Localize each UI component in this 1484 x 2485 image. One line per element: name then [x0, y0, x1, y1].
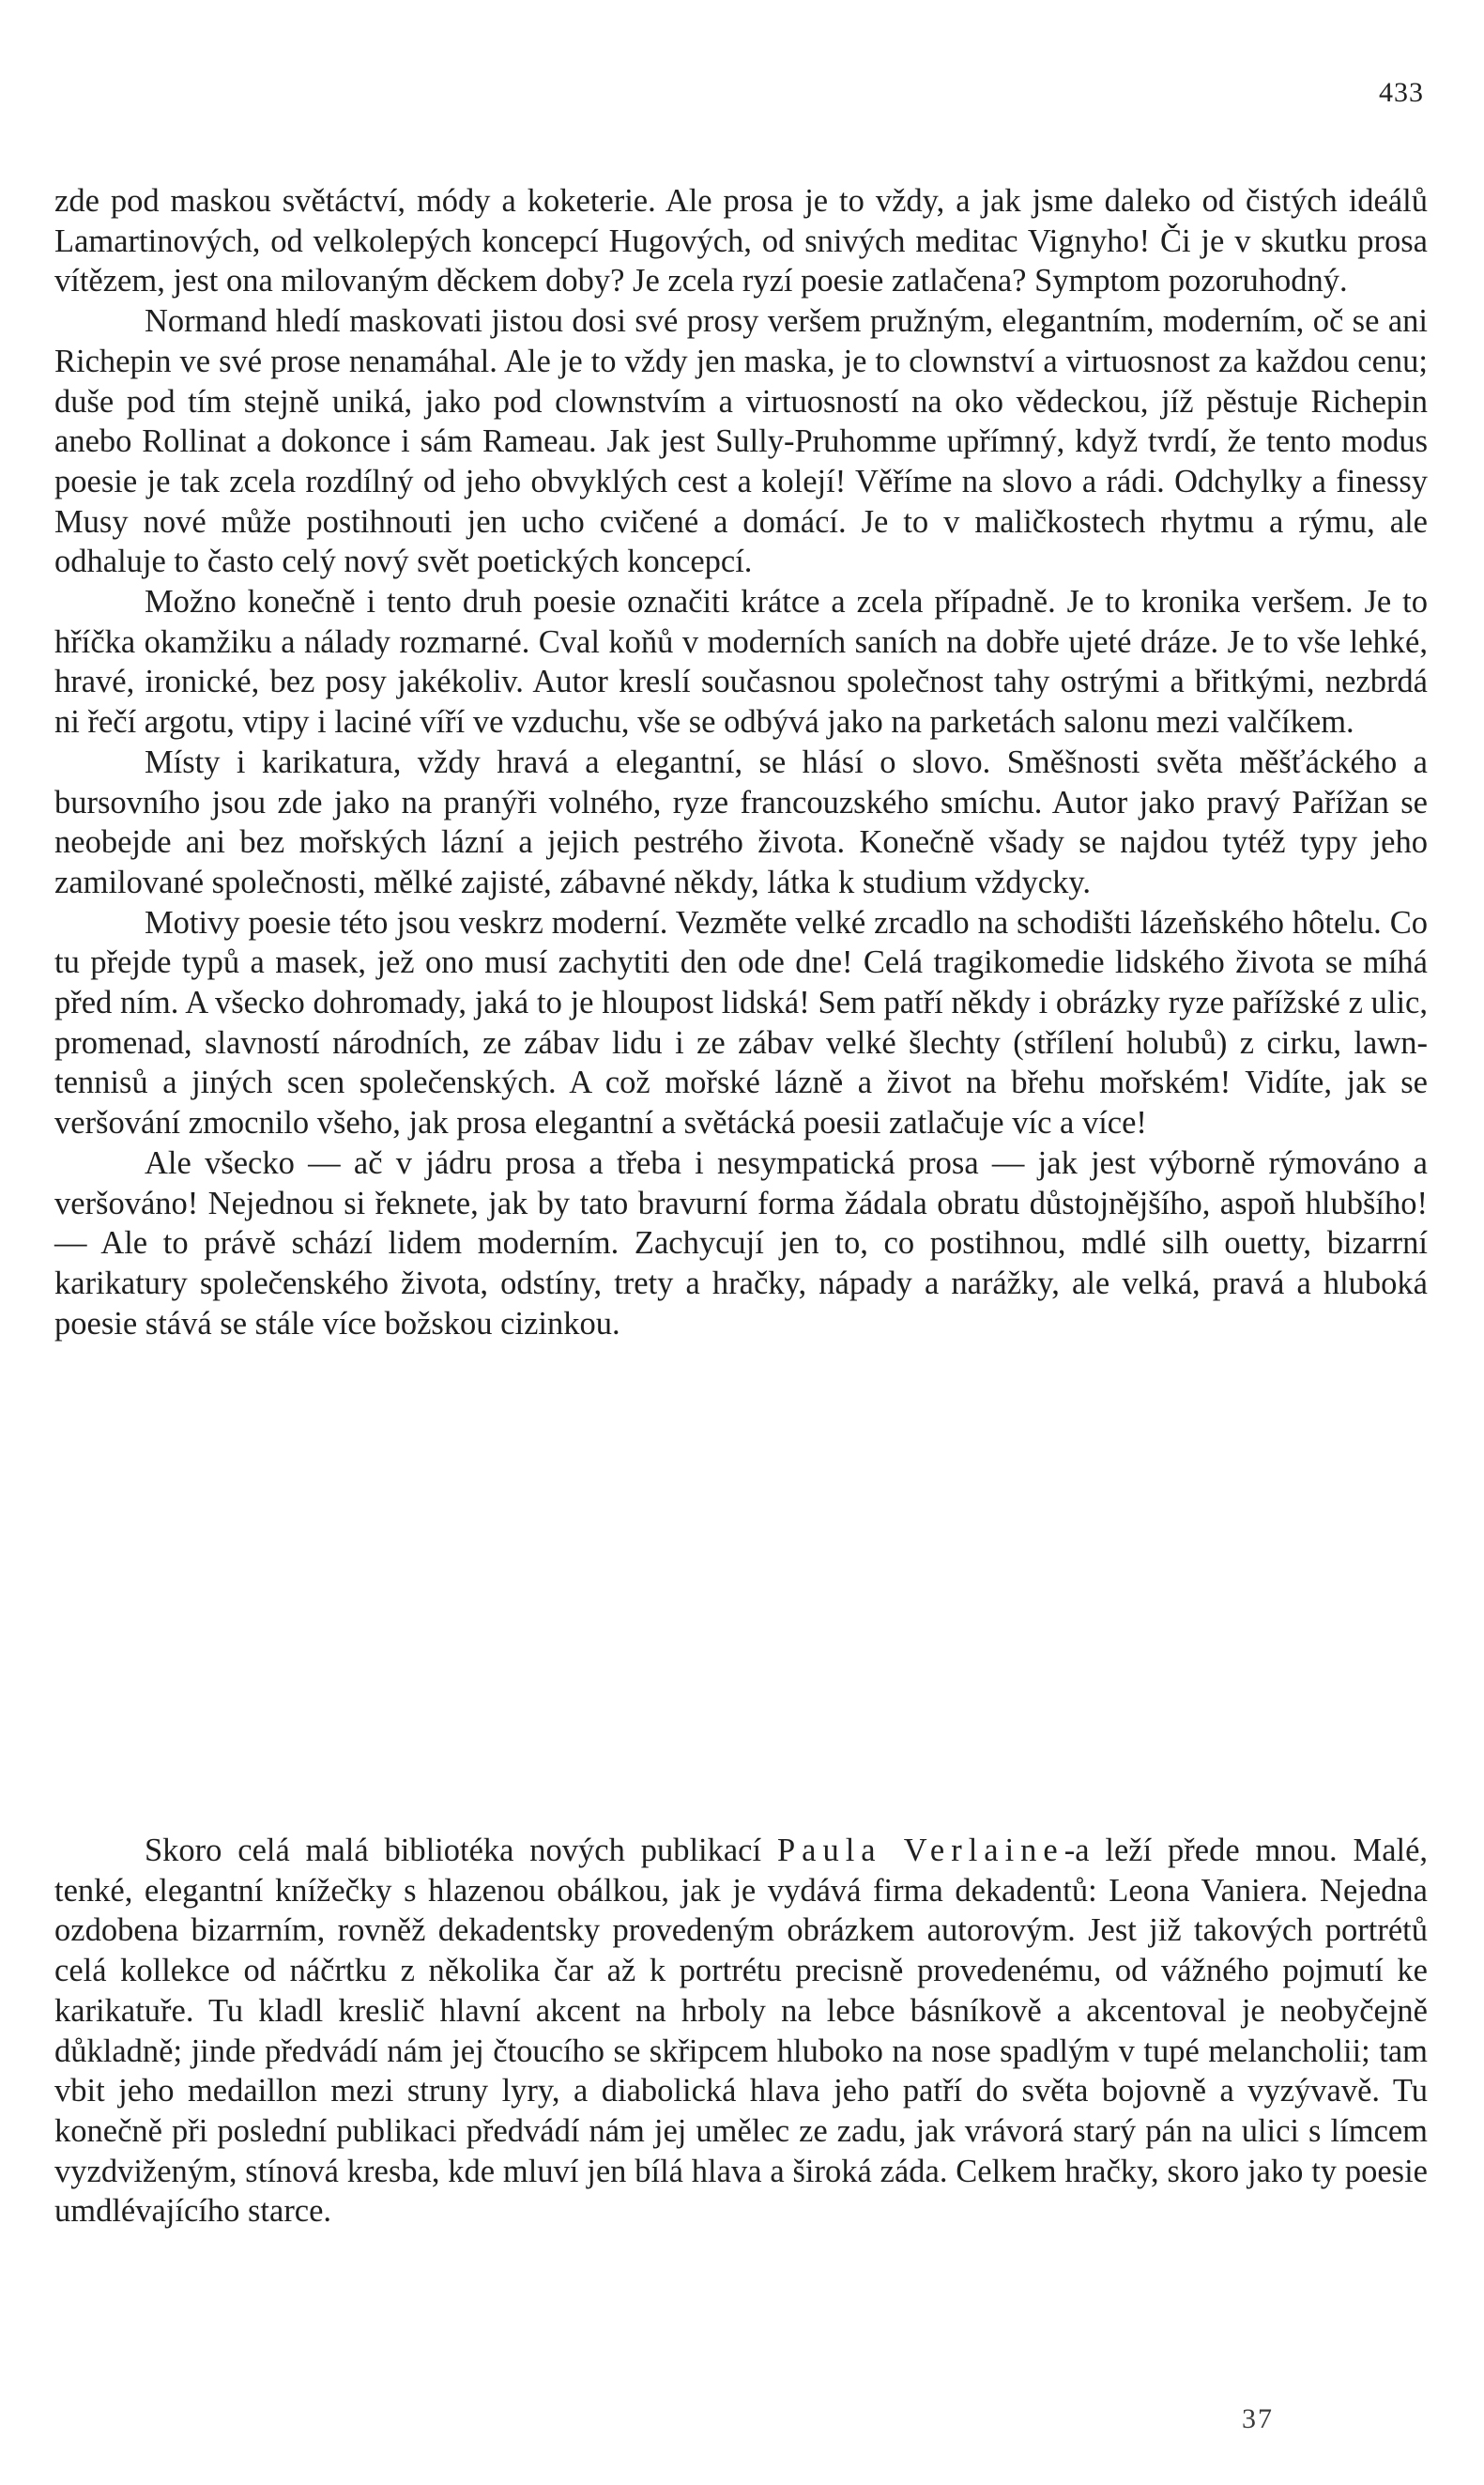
- page-number: 433: [1379, 77, 1424, 108]
- article-section-continued: [54, 181, 1428, 1343]
- paragraph-verlaine-rest: -a leží přede mnou. Malé, tenké, elegantní knížečky s hlazenou obálkou, jak je vydává firma dekadentů: Leona Vaniera. Nejedna ozdobena bizarrním, rovněž dekadentsky provedeným obrázkem autorovým. Jest již takových portrétů celá kollekce od náčrtku z několika čar až k portrétu precisně provedenému, od vážného pojmutí ke karikatuře. Tu kladl kreslič hlavní akcent na hrboly na lebce básníkově a akcentoval je neobyčejně důkladně; jinde předvádí nám jej čtoucího se skřipcem hluboko na nose spadlým v tupé melancholii; tam vbit jeho medaillon mezi struny lyry, a diabolická hlava jeho patří do světa bojovně a vyzývavě. Tu konečně při poslední publikaci předvádí nám jej umělec ze zadu, jak vrávorá starý pán na ulici s límcem vyzdviženým, stínová kresba, kde mluví jen bílá hlava a široká záda. Celkem hračky, skoro jako ty poesie umdlévajícího starce.: [54, 1833, 1429, 2230]
- paragraph-1: zde pod maskou světáctví, módy a koketerie. Ale prosa je to vždy, a jak jsme daleko od čistých ideálů Lamartinových, od velkolepých koncepcí Hugových, od snivých meditac Vignyho! Či je v skutku prosa vítězem, jest ona milovaným děckem doby? Je zcela ryzí poesie zatlačena? Symptom pozoruhodný.: [54, 183, 1428, 299]
- paragraph-verlaine-intro: Skoro celá malá bibliotéka nových publikací: [145, 1833, 762, 1868]
- author-name: Paula Verlaine: [776, 1833, 1064, 1868]
- paragraph-3: Možno konečně i tento druh poesie označiti krátce a zcela případně. Je to kronika veršem. Je to hříčka okamžiku a nálady rozmarné. Cval koňů v moderních saních na dobře ujeté dráze. Je to vše lehké, hravé, ironické, bez posy jakékoliv. Autor kreslí současnou společnost tahy ostrými a břitkými, nezbrdá ni řečí argotu, vtipy i laciné víří ve vzduchu, vše se odbývá jako na parketách salonu mezi valčíkem.: [54, 584, 1428, 741]
- printer-signature-mark: 37: [1242, 2403, 1274, 2434]
- paragraph-5: Motivy poesie této jsou veskrz moderní. Vezměte velké zrcadlo na schodišti lázeňského hôtelu. Co tu přejde typů a masek, jež ono musí zachytiti den ode dne! Celá tragikomedie lidského života se míhá před ním. A všecko dohromady, jaká to je hloupost lidská! Sem patří někdy i obrázky ryze pařížské z ulic, promenad, slavností národních, ze zábav lidu i ze zábav velké šlechty (střílení holubů) z cirku, lawn-tennisů a jiných scen společenských. A což mořské lázně a život na břehu mořském! Vidíte, jak se veršování zmocnilo všeho, jak prosa elegantní a světácká poesii zatlačuje víc a více!: [54, 904, 1428, 1142]
- paragraph-2: Normand hledí maskovati jistou dosi své prosy veršem pružným, elegantním, moderním, oč se ani Richepin ve své prose nenamáhal. Ale je to vždy jen maska, je to clownství a virtuosnost za každou cenu; duše pod tím stejně uniká, jako pod clownstvím a virtuosností na oko vědeckou, jíž pěstuje Richepin anebo Rollinat a dokonce i sám Rameau. Jak jest Sully-Pruhomme upřímný, když tvrdí, že tento modus poesie je tak zcela rozdílný od jeho obvyklých cest a kolejí! Věříme na slovo a rádi. Odchylky a finessy Musy nové může postihnouti jen ucho cvičené a domácí. Je to v maličkostech rhytmu a rýmu, ale odhaluje to často celý nový svět poetických koncepcí.: [54, 303, 1428, 580]
- paragraph-verlaine: [54, 1831, 1428, 2232]
- article-section-verlaine: [54, 1831, 1428, 2232]
- paragraph-6: Ale všecko — ač v jádru prosa a třeba i nesympatická prosa — jak jest výborně rýmováno a veršováno! Nejednou si řeknete, jak by tato bravurní forma žádala obratu důstojnějšího, aspoň hlubšího! — Ale to právě schází lidem moderním. Zachycují jen to, co postihnou, mdlé silh ouetty, bizarrní karikatury společenského života, odstíny, trety a hračky, nápady a narážky, ale velká, pravá a hluboká poesie stává se stále více božskou cizinkou.: [54, 1144, 1428, 1342]
- paragraph-4: Místy i karikatura, vždy hravá a elegantní, se hlásí o slovo. Směšnosti světa měšťáckého a bursovního jsou zde jako na pranýři volného, ryze francouzského smíchu. Autor jako pravý Pařížan se neobejde ani bez mořských lázní a jejich pestrého života. Konečně všady se najdou tytéž typy jeho zamilované společnosti, mělké zajisté, zábavné někdy, látka k studium vždycky.: [54, 744, 1428, 900]
